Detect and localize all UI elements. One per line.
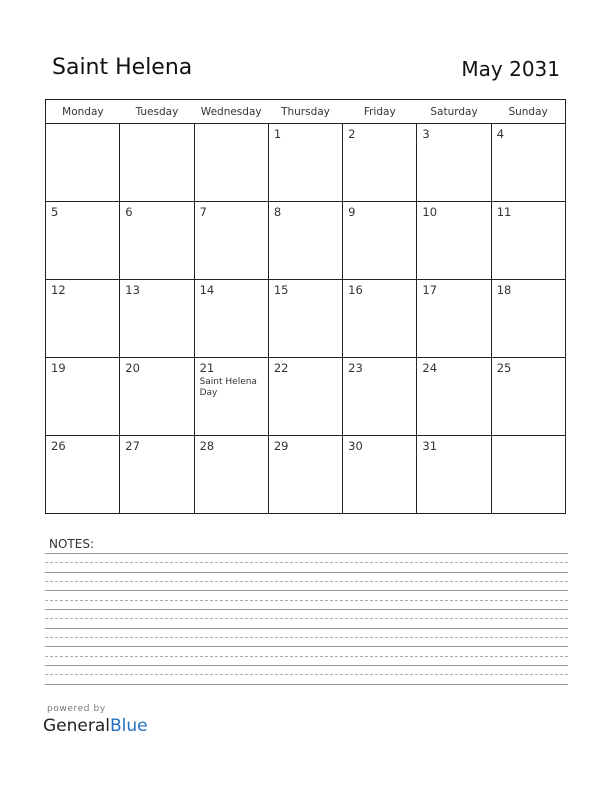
day-number: 24 bbox=[422, 361, 438, 375]
note-line bbox=[45, 656, 568, 657]
day-number: 23 bbox=[348, 361, 363, 375]
calendar-day-cell[interactable] bbox=[417, 280, 491, 358]
weekday-header: Thursday bbox=[268, 100, 342, 124]
calendar-day-cell[interactable] bbox=[46, 202, 120, 280]
calendar-day-cell[interactable] bbox=[46, 436, 120, 514]
day-number: 15 bbox=[273, 283, 289, 297]
month-label: May 2031 bbox=[461, 57, 560, 81]
calendar-day-cell[interactable] bbox=[268, 202, 342, 280]
calendar-day-cell[interactable] bbox=[417, 358, 491, 436]
day-number: 2 bbox=[348, 127, 356, 141]
day-number: 18 bbox=[496, 283, 512, 297]
calendar-day-cell[interactable] bbox=[343, 280, 417, 358]
powered-by-text: powered by bbox=[47, 704, 106, 714]
calendar-day-cell[interactable] bbox=[120, 202, 194, 280]
day-number: 27 bbox=[125, 439, 140, 453]
calendar-day-cell[interactable] bbox=[268, 124, 342, 202]
day-number: 12 bbox=[51, 283, 66, 297]
calendar-day-cell[interactable] bbox=[343, 436, 417, 514]
calendar-week-row bbox=[46, 280, 566, 358]
day-number: 21 bbox=[199, 361, 215, 375]
day-number: 1 bbox=[273, 127, 282, 141]
weekday-header: Tuesday bbox=[120, 100, 194, 124]
day-number: 9 bbox=[348, 205, 356, 219]
holiday-label: Saint Helena Day bbox=[199, 377, 257, 398]
calendar-day-cell[interactable] bbox=[268, 358, 342, 436]
day-number: 28 bbox=[199, 439, 215, 453]
page-title: Saint Helena bbox=[52, 55, 193, 80]
day-number: 8 bbox=[273, 205, 282, 219]
weekday-header: Saturday bbox=[417, 100, 491, 124]
calendar-day-cell[interactable] bbox=[491, 358, 565, 436]
weekday-header: Sunday bbox=[491, 100, 565, 124]
day-number: 7 bbox=[199, 205, 207, 219]
calendar-week-row bbox=[46, 124, 566, 202]
calendar-day-cell[interactable] bbox=[491, 124, 565, 202]
note-line bbox=[45, 572, 568, 573]
weekday-header: Monday bbox=[46, 100, 120, 124]
day-number: 4 bbox=[496, 127, 505, 141]
note-line bbox=[45, 553, 568, 554]
calendar-day-cell[interactable] bbox=[194, 436, 268, 514]
calendar-day-cell[interactable] bbox=[417, 202, 491, 280]
day-number: 13 bbox=[125, 283, 140, 297]
calendar-day-cell[interactable] bbox=[46, 358, 120, 436]
note-line bbox=[45, 562, 568, 563]
calendar-day-cell[interactable] bbox=[194, 358, 268, 436]
day-number: 11 bbox=[496, 205, 512, 219]
day-number: 16 bbox=[348, 283, 363, 297]
calendar-day-cell[interactable] bbox=[491, 202, 565, 280]
note-line bbox=[45, 674, 568, 675]
calendar-day-cell[interactable] bbox=[194, 202, 268, 280]
calendar-day-cell[interactable] bbox=[46, 280, 120, 358]
day-number: 3 bbox=[422, 127, 430, 141]
note-line bbox=[45, 646, 568, 647]
notes-label: NOTES: bbox=[49, 537, 94, 551]
calendar-day-cell[interactable] bbox=[417, 124, 491, 202]
note-line bbox=[45, 590, 568, 591]
calendar-day-cell[interactable] bbox=[120, 280, 194, 358]
calendar-grid bbox=[45, 99, 566, 514]
day-number: 30 bbox=[348, 439, 363, 453]
calendar-day-cell[interactable] bbox=[343, 124, 417, 202]
note-line bbox=[45, 618, 568, 619]
note-line bbox=[45, 628, 568, 629]
brand-logo-general: General bbox=[43, 716, 110, 736]
calendar-day-cell[interactable] bbox=[120, 358, 194, 436]
day-number: 20 bbox=[125, 361, 140, 375]
day-number: 14 bbox=[199, 283, 215, 297]
calendar-day-cell[interactable] bbox=[120, 124, 194, 202]
day-number: 5 bbox=[51, 205, 59, 219]
calendar-day-cell[interactable] bbox=[194, 124, 268, 202]
calendar-day-cell[interactable] bbox=[491, 280, 565, 358]
day-number: 31 bbox=[422, 439, 438, 453]
calendar-week-row bbox=[46, 358, 566, 436]
calendar-day-cell[interactable] bbox=[343, 202, 417, 280]
calendar-week-row bbox=[46, 202, 566, 280]
note-line bbox=[45, 684, 568, 685]
day-number: 17 bbox=[422, 283, 438, 297]
day-number: 29 bbox=[273, 439, 289, 453]
weekday-header: Wednesday bbox=[194, 100, 268, 124]
weekday-header-row bbox=[46, 100, 566, 124]
note-line bbox=[45, 609, 568, 610]
calendar-day-cell[interactable] bbox=[46, 124, 120, 202]
note-line bbox=[45, 600, 568, 601]
note-line bbox=[45, 637, 568, 638]
brand-logo[interactable] bbox=[43, 716, 148, 736]
day-number: 10 bbox=[422, 205, 438, 219]
calendar-day-cell[interactable] bbox=[343, 358, 417, 436]
note-line bbox=[45, 581, 568, 582]
day-number: 26 bbox=[51, 439, 66, 453]
day-number: 19 bbox=[51, 361, 66, 375]
calendar-day-cell[interactable] bbox=[268, 280, 342, 358]
calendar-day-cell[interactable] bbox=[120, 436, 194, 514]
day-number: 22 bbox=[273, 361, 289, 375]
calendar-day-cell[interactable] bbox=[417, 436, 491, 514]
calendar-week-row bbox=[46, 436, 566, 514]
calendar-day-cell[interactable] bbox=[268, 436, 342, 514]
day-number: 6 bbox=[125, 205, 133, 219]
brand-logo-blue: Blue bbox=[110, 716, 148, 736]
day-number: 25 bbox=[496, 361, 512, 375]
note-line bbox=[45, 665, 568, 666]
calendar-day-cell[interactable] bbox=[194, 280, 268, 358]
calendar-day-cell[interactable] bbox=[491, 436, 565, 514]
weekday-header: Friday bbox=[343, 100, 417, 124]
